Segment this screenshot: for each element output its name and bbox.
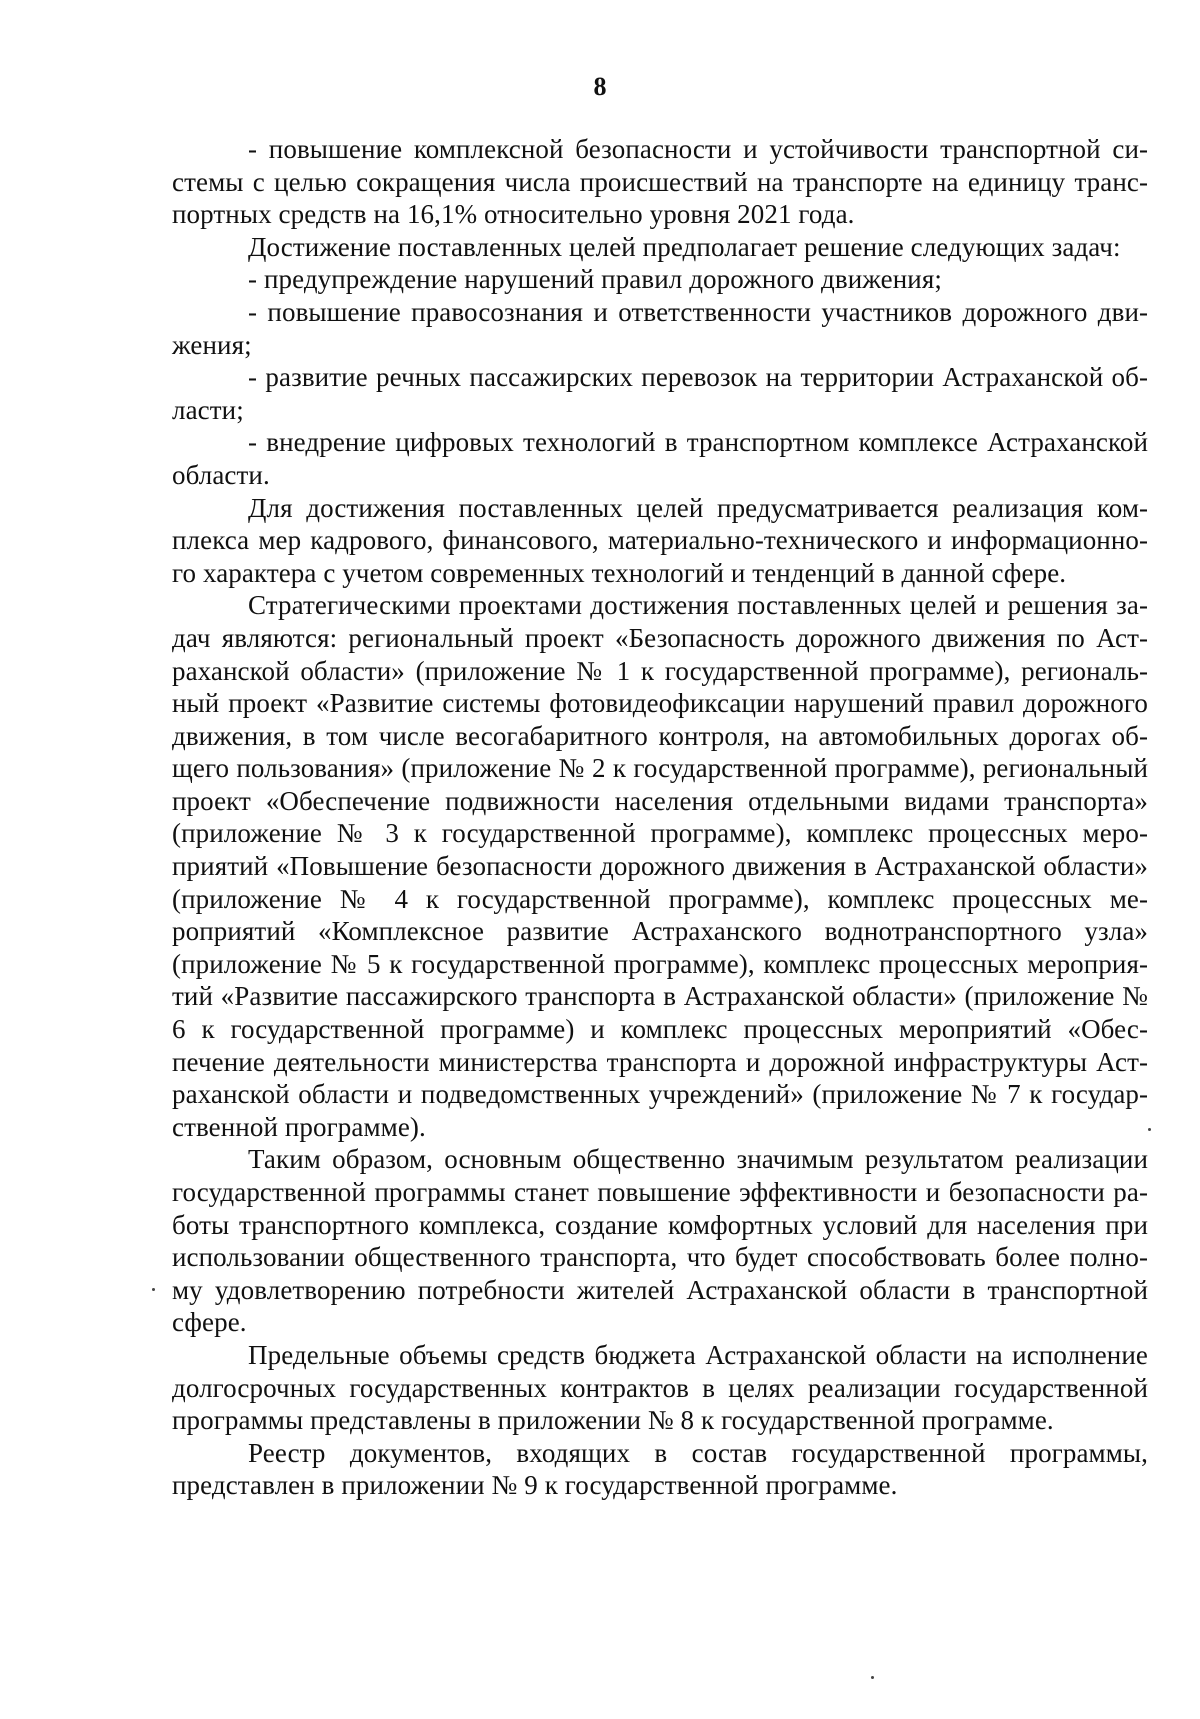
scan-speck bbox=[871, 1676, 874, 1679]
paragraph-task-2: - повышение правосознания и ответственности участников дорожного движения; bbox=[172, 296, 1148, 360]
scan-speck bbox=[1148, 1128, 1151, 1131]
paragraph-task-4: - внедрение цифровых технологий в транспортном комплексе Астраханской области. bbox=[172, 427, 1148, 490]
paragraph-task-3: - развитие речных пассажирских перевозок на территории Астраханской области; bbox=[172, 362, 1148, 425]
paragraph-goal-safety: - повышение комплексной безопасности и устойчивости транспортной системы с целью сокращения числа происшествий на транспорте на единицу транспортных средств на 16,1% относительно уровня 2021 года. bbox=[172, 134, 1148, 230]
paragraph-results: Таким образом, основным общественно значимым результатом реализации государственной программы станет повышение эффективности и безопасности работы транспортного комплекса, создание комфортных условий для населения при использовании общественного транспорта, что будет способствовать более полному удовлетворению потребности жителей Астраханской области в транспортной сфере. bbox=[172, 1144, 1148, 1338]
paragraph-strategic-projects: Стратегическими проектами достижения поставленных целей и решения задач являются: региональный проект «Безопасность дорожного движения по Астраханской области» (приложение № 1 к государственной программе), региональный проект «Развитие системы фотовидеофиксации нарушений правил дорожного движения, в том числе весогабаритного контроля, на автомобильных дорогах общего пользования» (приложение № 2 к государственной программе), региональный проект «Обеспечение подвижности населения отдельными видами транспорта» (приложение № 3 к государственной программе), комплекс процессных мероприятий «Повышение безопасности дорожного движения в Астраханской области» (приложение № 4 к государственной программе), комплекс процессных мероприятий «Комплексное развитие Астраханского воднотранспортного узла» (приложение № 5 к государственной программе), комплекс процессных мероприятий «Развитие пассажирского транспорта в Астраханской области» (приложение № 6 к государственной программе) и комплекс процессных мероприятий «Обеспечение деятельности министерства транспорта и дорожной инфраструктуры Астраханской области и подведомственных учреждений» (приложение № 7 к государственной программе). bbox=[172, 590, 1148, 1142]
page-number: 8 bbox=[593, 72, 607, 101]
paragraph-measures: Для достижения поставленных целей предусматривается реализация комплекса мер кадрового, финансового, материально-технического и информационного характера с учетом современных технологий и тенденций в данной сфере. bbox=[172, 492, 1148, 588]
document-body bbox=[172, 133, 1148, 1502]
paragraph-budget: Предельные объемы средств бюджета Астраханской области на исполнение долгосрочных государственных контрактов в целях реализации государственной программы представлены в приложении № 8 к государственной программе. bbox=[172, 1339, 1148, 1436]
scan-speck bbox=[152, 1288, 155, 1291]
paragraph-registry: Реестр документов, входящих в состав государственной программы, представлен в приложении № 9 к государственной программе. bbox=[172, 1437, 1148, 1501]
paragraph-task-1: - предупреждение нарушений правил дорожного движения; bbox=[248, 264, 942, 295]
paragraph-tasks-intro: Достижение поставленных целей предполагает решение следующих задач: bbox=[248, 231, 1121, 262]
